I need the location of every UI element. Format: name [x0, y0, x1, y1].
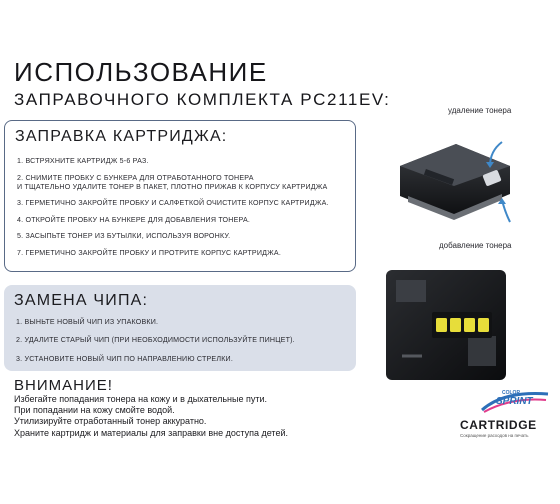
color-sprint-logo [480, 390, 550, 414]
chip-section [4, 285, 356, 371]
sprint-big-text: SPRINT [496, 396, 533, 407]
callout-toner-add: добавление тонера [439, 241, 512, 250]
sprint-small-text: COLOR [502, 390, 521, 396]
callout-toner-removal: удаление тонера [448, 106, 512, 115]
cartridge-logo [460, 418, 560, 438]
title-line-1: ИСПОЛЬЗОВАНИЕ [14, 57, 268, 87]
chip-image [382, 266, 510, 384]
refill-step: 1. ВСТРЯХНИТЕ КАРТРИДЖ 5-6 РАЗ. [17, 157, 149, 165]
warning-line: Избегайте попадания тонера на кожу и в дыхательные пути. [14, 394, 268, 404]
refill-step: 3. ГЕРМЕТИЧНО ЗАКРОЙТЕ ПРОБКУ И САЛФЕТКОЙ ОЧИСТИТЕ КОРПУС КАРТРИДЖА. [17, 199, 329, 208]
refill-step: 7. ГЕРМЕТИЧНО ЗАКРОЙТЕ ПРОБКУ И ПРОТРИТЕ КОРПУС КАРТРИДЖА. [17, 248, 281, 257]
refill-section [4, 120, 356, 272]
refill-step: И ТЩАТЕЛЬНО УДАЛИТЕ ТОНЕР В ПАКЕТ, ПЛОТНО ПРИЖАВ К КОРПУСУ КАРТРИДЖА [17, 182, 328, 191]
warning-heading: ВНИМАНИЕ! [14, 377, 113, 394]
chip-step: 3. УСТАНОВИТЕ НОВЫЙ ЧИП ПО НАПРАВЛЕНИЮ СТРЕЛКИ. [16, 354, 234, 363]
refill-heading: ЗАПРАВКА КАРТРИДЖА: [15, 128, 228, 145]
chip-heading: ЗАМЕНА ЧИПА: [14, 292, 149, 309]
warning-line: Храните картридж и материалы для заправки вне доступа детей. [14, 427, 288, 438]
cartridge-logo-name: CARTRIDGE [460, 418, 537, 432]
cartridge-logo-tagline: Сокращение расходов на печать [460, 433, 529, 438]
chip-step: 2. УДАЛИТЕ СТАРЫЙ ЧИП (ПРИ НЕОБХОДИМОСТИ ИСПОЛЬЗУЙТЕ ПИНЦЕТ). [16, 336, 295, 345]
refill-step: 2. СНИМИТЕ ПРОБКУ С БУНКЕРА ДЛЯ ОТРАБОТАННОГО ТОНЕРА [17, 173, 254, 182]
chip-steps [16, 318, 352, 373]
cartridge-image [394, 122, 514, 232]
warning-section [14, 377, 374, 439]
refill-step: 4. ОТКРОЙТЕ ПРОБКУ НА БУНКЕРЕ ДЛЯ ДОБАВЛЕНИЯ ТОНЕРА. [17, 215, 251, 224]
warning-line: Утилизируйте отработанный тонер аккуратно. [14, 416, 207, 427]
refill-steps [17, 157, 353, 266]
page-title [14, 58, 414, 111]
chip-step: 1. ВЫНЬТЕ НОВЫЙ ЧИП ИЗ УПАКОВКИ. [16, 318, 159, 326]
refill-step: 5. ЗАСЫПЬТЕ ТОНЕР ИЗ БУТЫЛКИ, ИСПОЛЬЗУЯ ВОРОНКУ. [17, 232, 231, 241]
title-line-2: ЗАПРАВОЧНОГО КОМПЛЕКТА PC211EV: [14, 90, 391, 109]
warning-line: При попадании на кожу смойте водой. [14, 405, 175, 416]
